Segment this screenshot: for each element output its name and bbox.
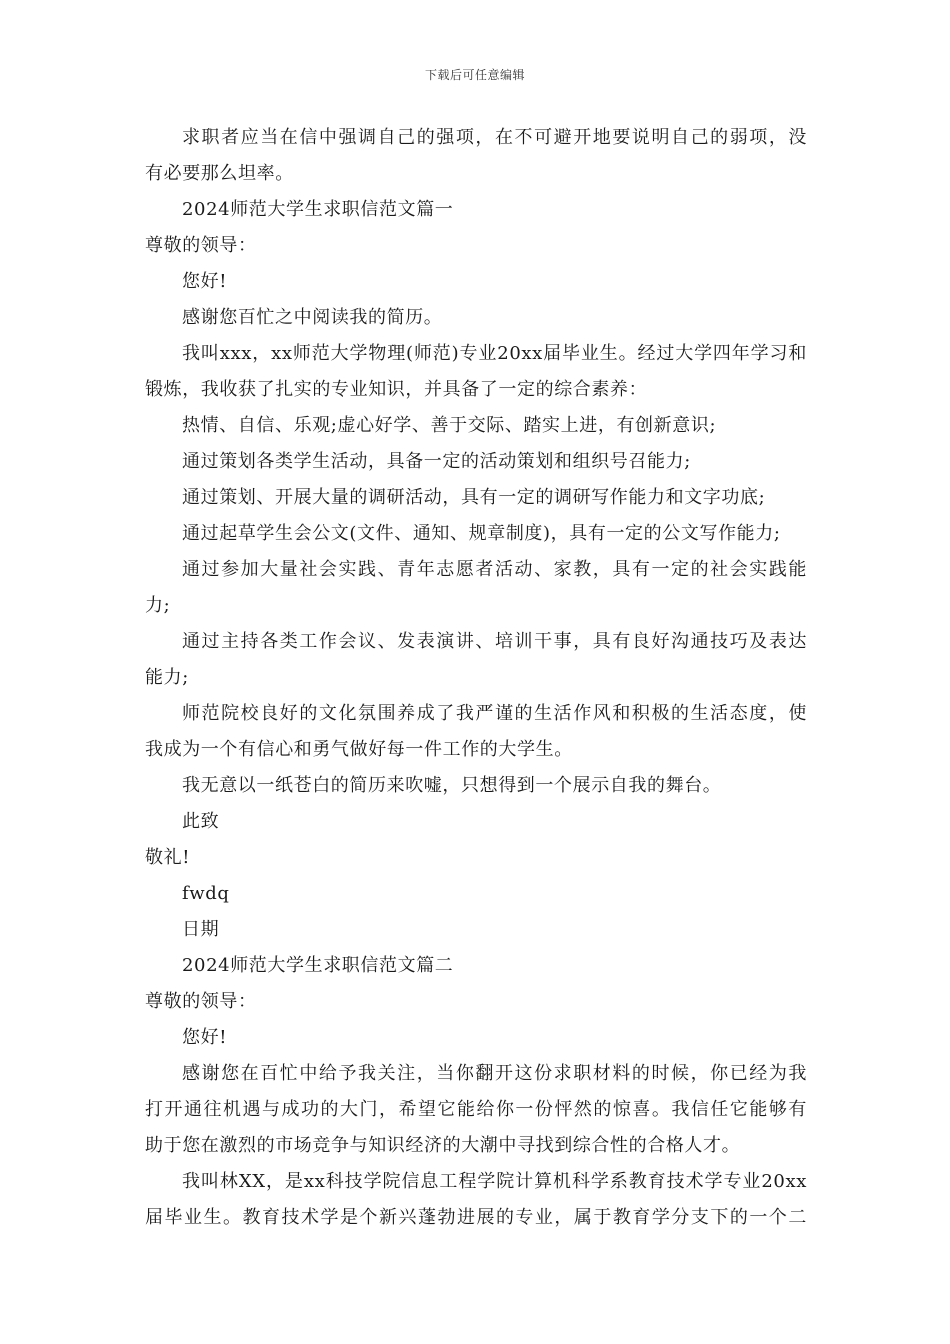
text-line: 届毕业生。教育技术学是个新兴蓬勃进展的专业，属于教育学分支下的一个二: [145, 1207, 807, 1228]
text-line: 通过策划各类学生活动，具备一定的活动策划和组织号召能力;: [182, 451, 691, 472]
text-line: 通过参加大量社会实践、青年志愿者活动、家教，具有一定的社会实践能: [182, 559, 807, 580]
text-line: 2024师范大学生求职信范文篇二: [182, 955, 454, 976]
text-line: 日期: [182, 919, 220, 940]
text-line: 有必要那么坦率。: [145, 163, 294, 184]
text-line: 我无意以一纸苍白的简历来吹嘘，只想得到一个展示自我的舞台。: [182, 775, 722, 796]
text-line: 力;: [145, 595, 171, 616]
text-line: 求职者应当在信中强调自己的强项，在不可避开地要说明自己的弱项，没: [182, 127, 807, 148]
text-line: 通过起草学生会公文(文件、通知、规章制度)，具有一定的公文写作能力;: [182, 523, 781, 544]
text-line: 师范院校良好的文化氛围养成了我严谨的生活作风和积极的生活态度，使: [182, 703, 807, 724]
text-line: 我叫xxx，xx师范大学物理(师范)专业20xx届毕业生。经过大学四年学习和: [182, 343, 807, 364]
text-line: 您好!: [182, 271, 228, 292]
page-header-note: 下载后可任意编辑: [424, 68, 525, 82]
text-line: 锻炼，我收获了扎实的专业知识，并具备了一定的综合素养：: [145, 379, 648, 400]
document-body: [145, 120, 807, 1236]
text-line: 我成为一个有信心和勇气做好每一件工作的大学生。: [145, 739, 573, 760]
text-line: 助于您在激烈的市场竞争与知识经济的大潮中寻找到综合性的合格人才。: [145, 1135, 741, 1156]
text-line: 您好!: [182, 1027, 228, 1048]
text-line: 热情、自信、乐观;虚心好学、善于交际、踏实上进，有创新意识;: [182, 415, 717, 436]
text-line: 通过策划、开展大量的调研活动，具有一定的调研写作能力和文字功底;: [182, 487, 766, 508]
text-line: 此致: [182, 811, 220, 832]
text-line: 尊敬的领导：: [145, 235, 257, 256]
text-line: fwdq: [182, 883, 230, 904]
text-line: 打开通往机遇与成功的大门，希望它能给你一份怦然的惊喜。我信任它能够有: [145, 1099, 807, 1120]
text-line: 能力;: [145, 667, 189, 688]
text-line: 我叫林XX，是xx科技学院信息工程学院计算机科学系教育技术学专业20xx: [182, 1171, 807, 1192]
text-line: 2024师范大学生求职信范文篇一: [182, 199, 454, 220]
text-line: 敬礼!: [145, 847, 191, 868]
text-line: 感谢您百忙之中阅读我的简历。: [182, 307, 443, 328]
text-line: 感谢您在百忙中给予我关注，当你翻开这份求职材料的时候，你已经为我: [182, 1063, 807, 1084]
text-line: 通过主持各类工作会议、发表演讲、培训干事，具有良好沟通技巧及表达: [182, 631, 807, 652]
text-line: 尊敬的领导：: [145, 991, 257, 1012]
